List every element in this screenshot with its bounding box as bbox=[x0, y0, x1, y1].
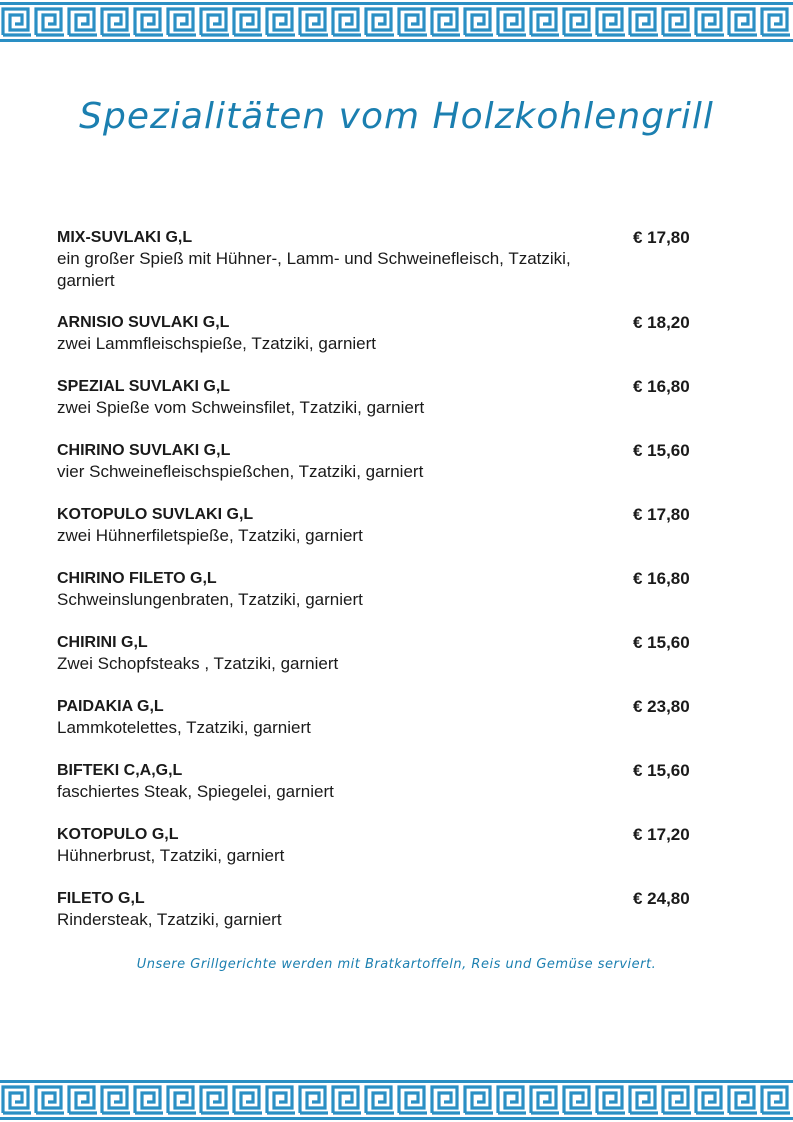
menu-item-name: KOTOPULO SUVLAKI G,L bbox=[57, 506, 254, 523]
menu-item bbox=[57, 441, 707, 505]
menu-item-price: € 15,60 bbox=[633, 633, 690, 652]
menu-item-description: Lammkotelettes, Tzatziki, garniert bbox=[57, 718, 311, 737]
footnote: Unsere Grillgerichte werden mit Bratkartoffeln, Reis und Gemüse serviert. bbox=[136, 957, 657, 972]
menu-item-name: ARNISIO SUVLAKI G,L bbox=[57, 314, 230, 331]
menu-item-price: € 16,80 bbox=[633, 377, 690, 396]
menu-item-name: SPEZIAL SUVLAKI G,L bbox=[57, 378, 231, 395]
menu-item bbox=[57, 228, 707, 313]
greek-key-meander-icon bbox=[0, 0, 793, 44]
menu-item bbox=[57, 761, 707, 825]
menu-item-description: Schweinslungenbraten, Tzatziki, garniert bbox=[57, 590, 363, 609]
menu-item-price: € 15,60 bbox=[633, 761, 690, 780]
menu-item-price: € 18,20 bbox=[633, 313, 690, 332]
menu-list bbox=[57, 228, 707, 953]
menu-item-name: PAIDAKIA G,L bbox=[57, 698, 164, 715]
menu-item bbox=[57, 697, 707, 761]
menu-item bbox=[57, 633, 707, 697]
menu-item-name: BIFTEKI C,A,G,L bbox=[57, 762, 183, 779]
menu-item-description: Hühnerbrust, Tzatziki, garniert bbox=[57, 846, 285, 865]
menu-item-name: FILETO G,L bbox=[57, 890, 145, 907]
menu-item-name: KOTOPULO G,L bbox=[57, 826, 179, 843]
menu-item bbox=[57, 569, 707, 633]
menu-item-price: € 23,80 bbox=[633, 697, 690, 716]
menu-item-name: MIX-SUVLAKI G,L bbox=[57, 229, 193, 246]
menu-item-price: € 16,80 bbox=[633, 569, 690, 588]
greek-key-border-bottom bbox=[0, 1078, 793, 1122]
menu-item-description: ein großer Spieß mit Hühner-, Lamm- und Schweinefleisch, Tzatziki, garniert bbox=[57, 249, 571, 290]
menu-item-description: zwei Lammfleischspieße, Tzatziki, garniert bbox=[57, 334, 377, 353]
menu-item-price: € 17,20 bbox=[633, 825, 690, 844]
greek-key-meander-icon bbox=[0, 1078, 793, 1122]
greek-key-border-top bbox=[0, 0, 793, 44]
menu-item-description: vier Schweinefleischspießchen, Tzatziki, garniert bbox=[57, 462, 424, 481]
menu-item-description: zwei Hühnerfiletspieße, Tzatziki, garniert bbox=[57, 526, 363, 545]
menu-item bbox=[57, 889, 707, 953]
menu-item-price: € 24,80 bbox=[633, 889, 690, 908]
menu-item-price: € 15,60 bbox=[633, 441, 690, 460]
menu-item-description: zwei Spieße vom Schweinsfilet, Tzatziki, garniert bbox=[57, 398, 425, 417]
menu-item bbox=[57, 505, 707, 569]
menu-item-name: CHIRINO FILETO G,L bbox=[57, 570, 217, 587]
menu-item-price: € 17,80 bbox=[633, 228, 690, 247]
menu-item bbox=[57, 313, 707, 377]
menu-item-name: CHIRINO SUVLAKI G,L bbox=[57, 442, 231, 459]
menu-item bbox=[57, 825, 707, 889]
menu-item-description: Zwei Schopfsteaks , Tzatziki, garniert bbox=[57, 654, 339, 673]
page-title: Spezialitäten vom Holzkohlengrill bbox=[79, 96, 714, 137]
menu-item-description: faschiertes Steak, Spiegelei, garniert bbox=[57, 782, 334, 801]
menu-item-price: € 17,80 bbox=[633, 505, 690, 524]
menu-item-description: Rindersteak, Tzatziki, garniert bbox=[57, 910, 282, 929]
menu-item bbox=[57, 377, 707, 441]
menu-item-name: CHIRINI G,L bbox=[57, 634, 148, 651]
